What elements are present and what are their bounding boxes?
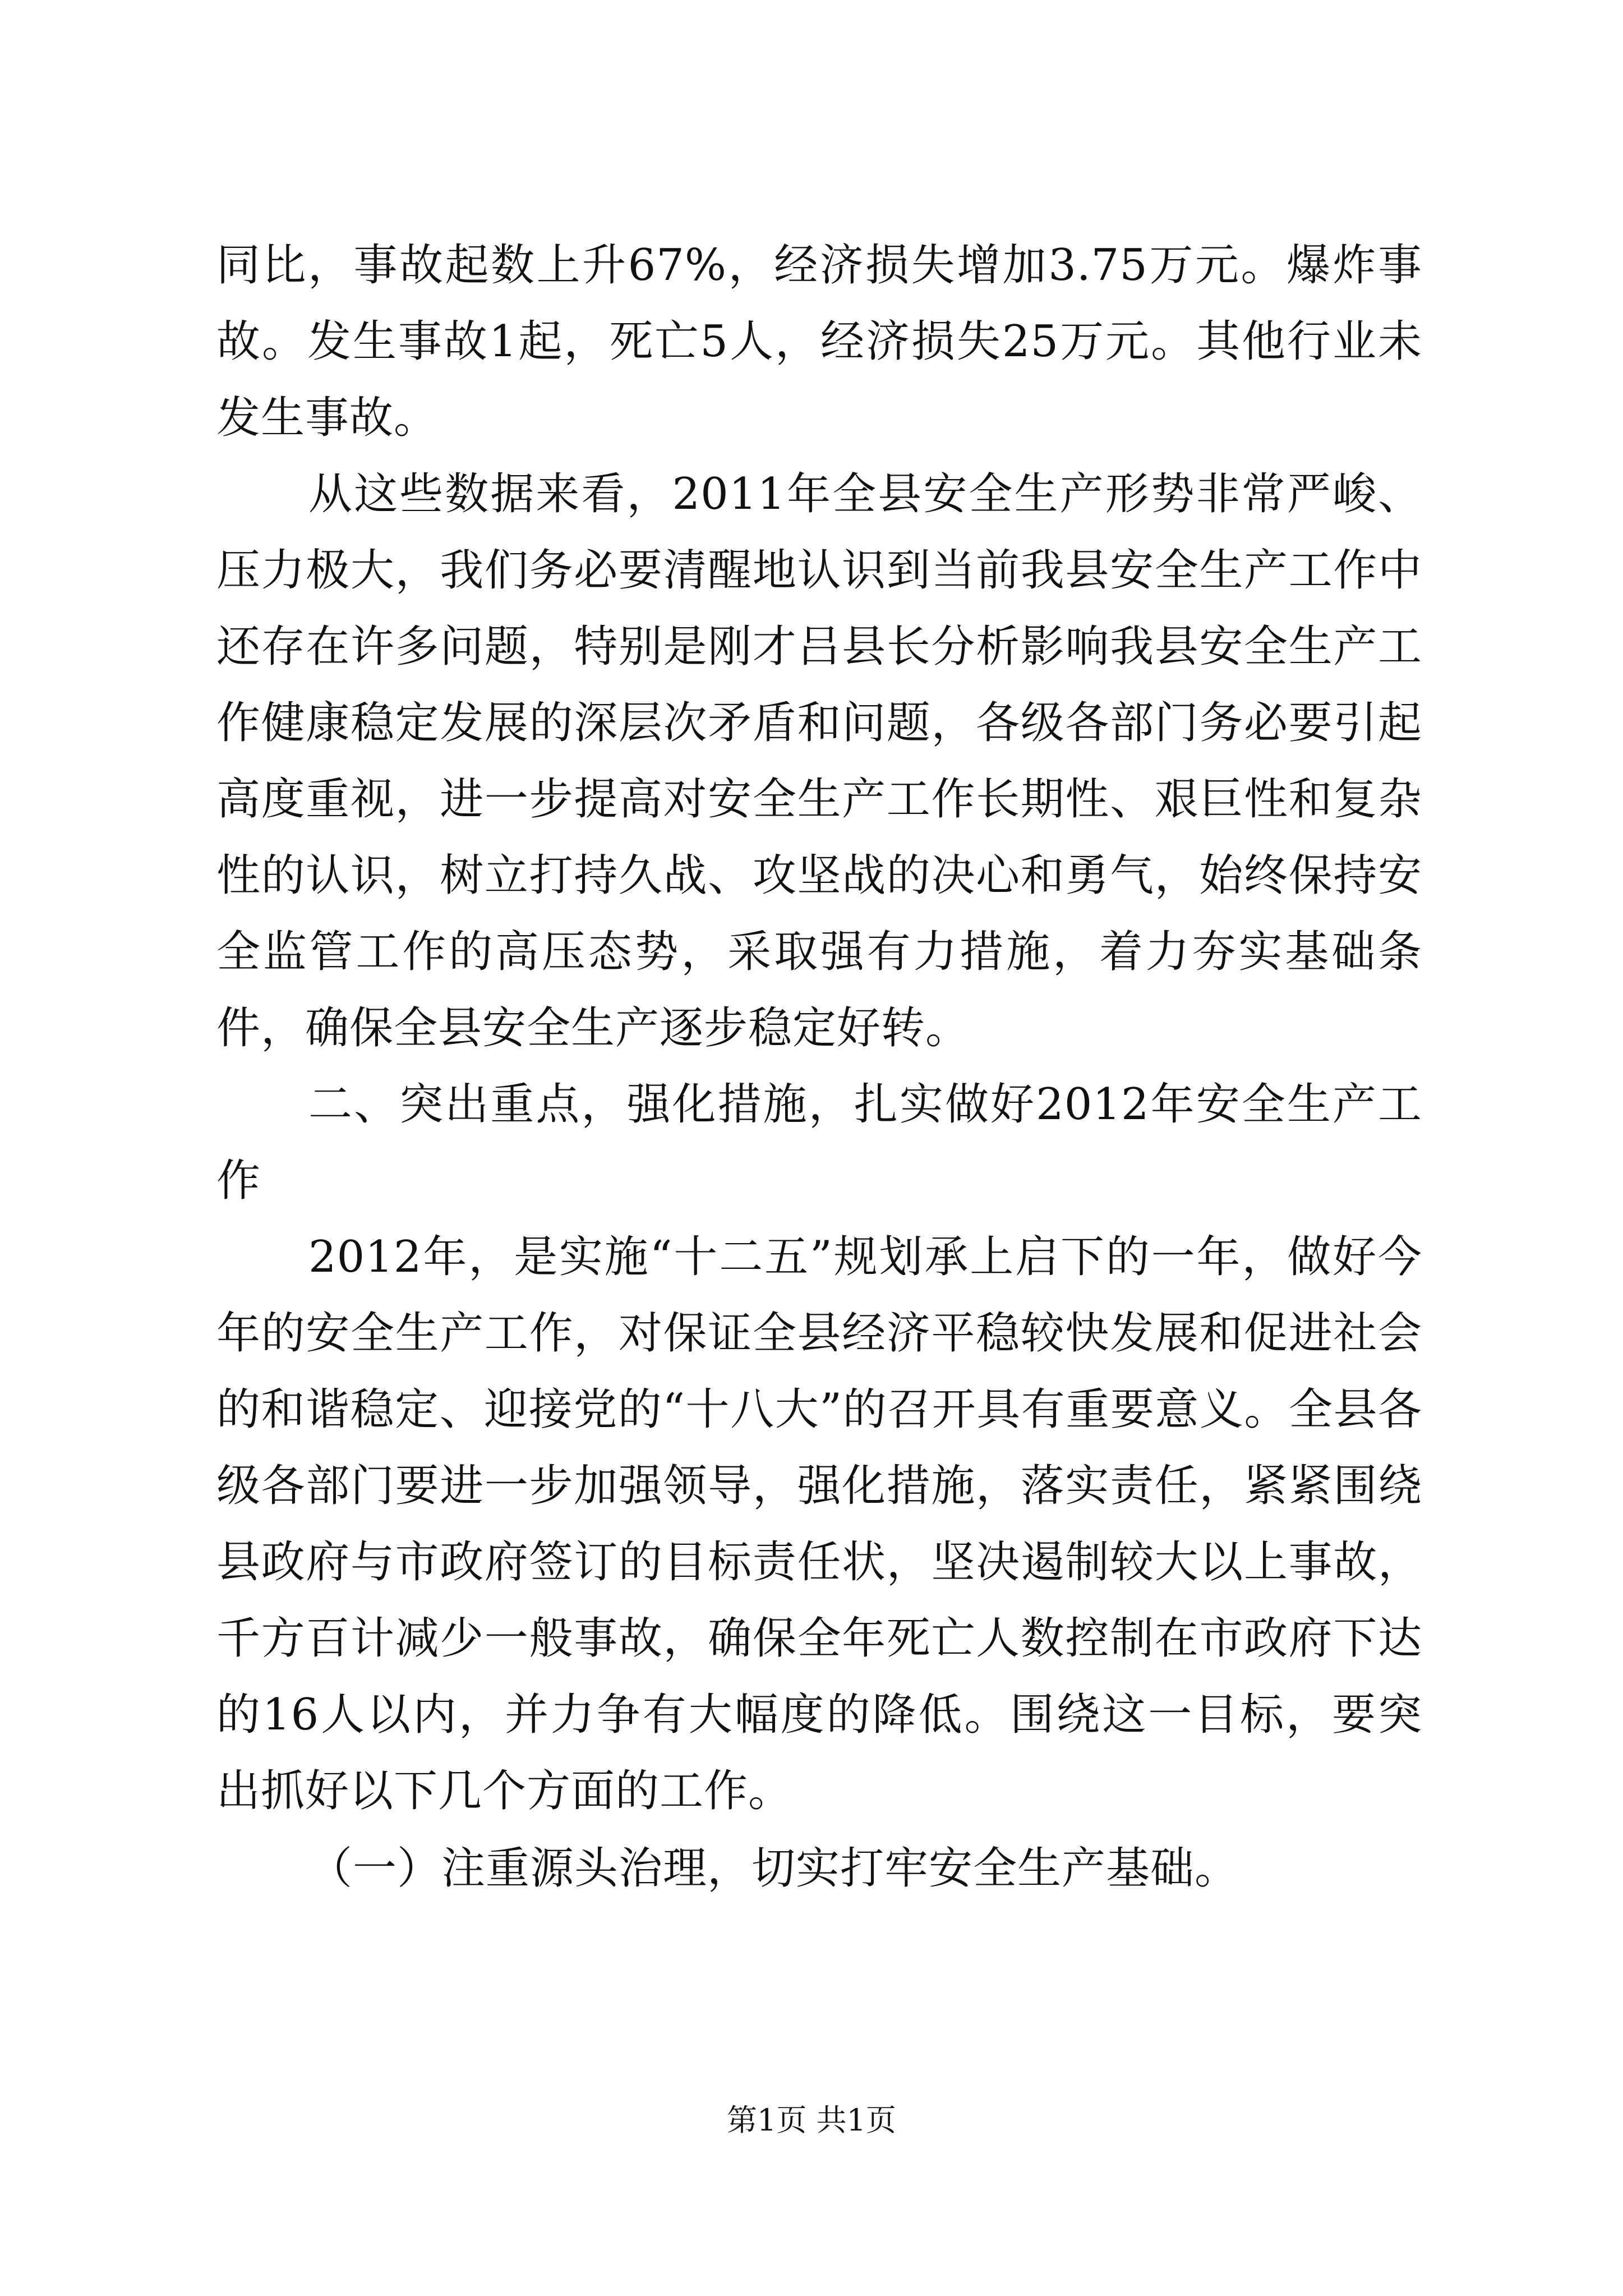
section-heading-two: 二、突出重点，强化措施，扎实做好2012年安全生产工作 — [216, 1079, 1422, 1206]
document-body — [216, 227, 1422, 1907]
paragraph-2012-goals: 2012年，是实施“十二五”规划承上启下的一年，做好今年的安全生产工作，对保证全县经济平稳较快发展和促进社会的和谐稳定、迎接党的“十八大”的召开具有重要意义。全县各级各部门要进一步加强领导，强化措施，落实责任，紧紧围绕县政府与市政府签订的目标责任状，坚决遏制较大以上事故，千方百计减少一般事故，确保全年死亡人数控制在市政府下达的16人以内，并力争有大幅度的降低。围绕这一目标，要突出抓好以下几个方面的工作。 — [216, 1232, 1422, 1816]
paragraph-accident-stats: 同比，事故起数上升67%，经济损失增加3.75万元。爆炸事故。发生事故1起，死亡5人，经济损失25万元。其他行业未发生事故。 — [216, 240, 1422, 443]
paragraph-situation-analysis: 从这些数据来看，2011年全县安全生产形势非常严峻、压力极大，我们务必要清醒地认识到当前我县安全生产工作中还存在许多问题，特别是刚才吕县长分析影响我县安全生产工作健康稳定发展的深层次矛盾和问题，各级各部门务必要引起高度重视，进一步提高对安全生产工作长期性、艰巨性和复杂性的认识，树立打持久战、攻坚战的决心和勇气，始终保持安全监管工作的高压态势，采取强有力措施，着力夯实基础条件，确保全县安全生产逐步稳定好转。 — [216, 469, 1422, 1053]
page-number-label: 第1页 共1页 — [727, 2102, 896, 2138]
page-footer — [0, 2101, 1623, 2140]
subsection-heading-one: （一）注重源头治理，切实打牢安全生产基础。 — [308, 1843, 1239, 1894]
